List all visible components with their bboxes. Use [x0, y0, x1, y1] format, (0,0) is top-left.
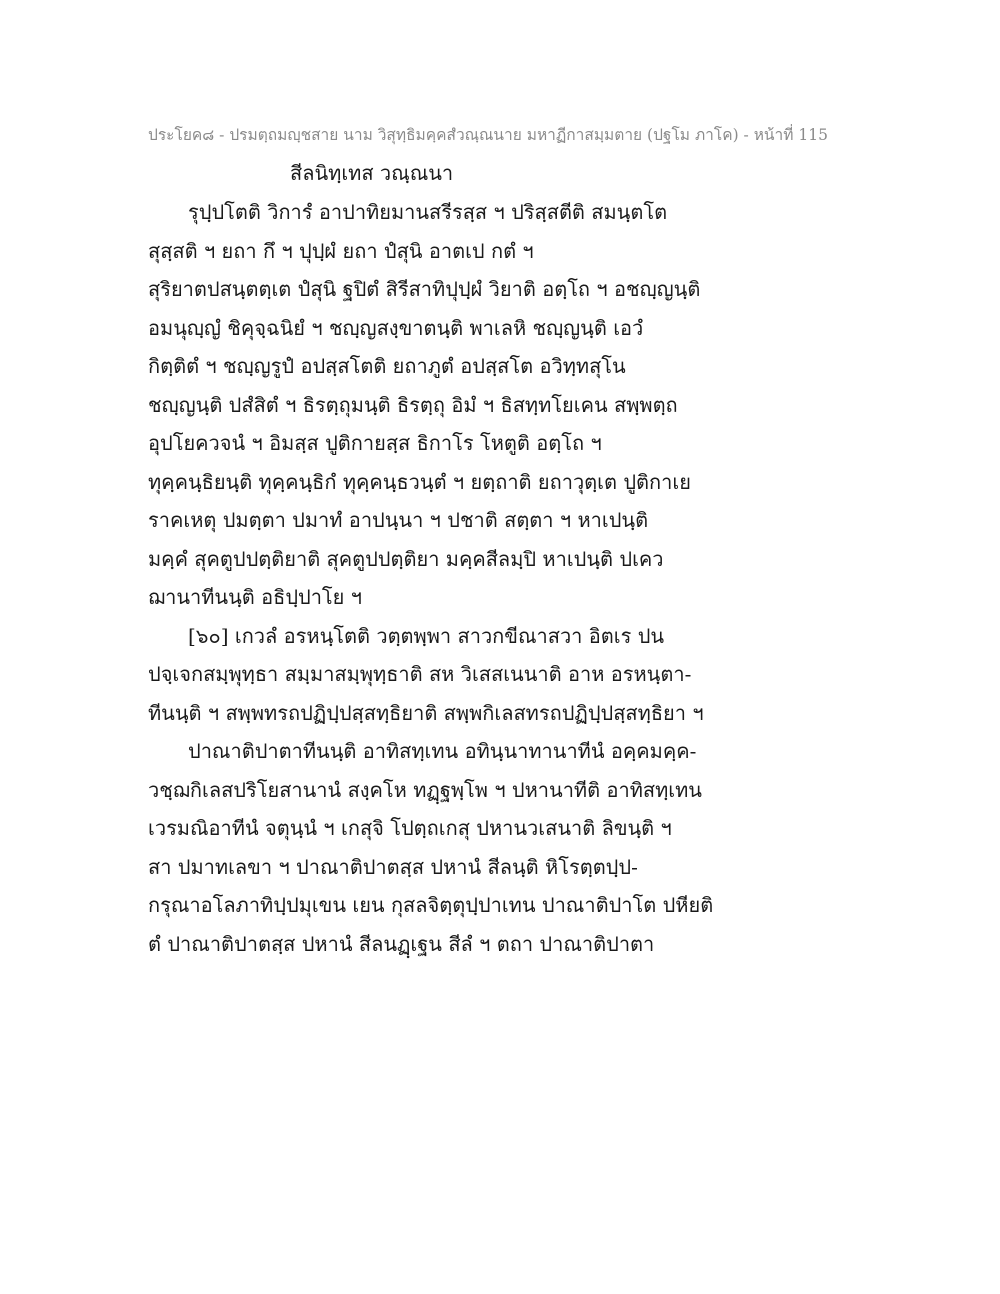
paragraph-line: ฌานาทีนนฺติ อธิปฺปาโย ฯ [148, 585, 362, 609]
paragraph-line: กิตฺติตํ ฯ ชญฺญรูปํ อปสฺสโตติ ยถาภูตํ อปสฺสโต อวิทฺทสุโน [148, 354, 626, 378]
paragraph-line: ปจฺเจกสมฺพุทฺธา สมฺมาสมฺพุทฺธาติ สห วิเสสเนนาติ อาห อรหนฺตา- [148, 662, 692, 686]
paragraph-line: อมนุญฺญํ ชิคุจฺฉนิยํ ฯ ชญฺญสงฺขาตนฺติ พาเลหิ ชญฺญนฺติ เอวํ [148, 315, 644, 340]
paragraph-line: รุปฺปโตติ วิการํ อาปาทิยมานสรีรสฺส ฯ ปริสฺสตีติ สมนฺตโต [188, 200, 668, 224]
paragraph-line: มคฺคํ สุคตูปปตฺติยาติ สุคตูปปตฺติยา มคฺคสีลมฺปิ หาเปนฺติ ปเคว [148, 546, 664, 571]
paragraph-line: กรุณาอโลภาทิปฺปมุเขน เยน กุสลจิตฺตุปฺปาเทน ปาณาติปาโต ปหียติ [148, 893, 714, 917]
paragraph-line: สุริยาตปสนฺตตฺเต ปํสุนิ ฐปิตํ สิรีสาทิปุปฺผํ วิยาติ อตฺโถ ฯ อชญฺญนฺติ [148, 277, 701, 301]
paragraph-line: สา ปมาทเลขา ฯ ปาณาติปาตสฺส ปหานํ สีลนฺติ หิโรตฺตปฺป- [148, 854, 638, 879]
body-text [148, 193, 714, 963]
paragraph-line: ตํ ปาณาติปาตสฺส ปหานํ สีลนฏฺเฐน สีลํ ฯ ตถา ปาณาติปาตา [148, 931, 655, 956]
paragraph-line: ปาณาติปาตาทีนนฺติ อาทิสทฺเทน อทินฺนาทานาทีนํ อคฺคมคฺค- [188, 739, 697, 763]
paragraph-line: เวรมณิอาทีนํ จตุนฺนํ ฯ เกสุจิ โปตฺถเกสุ ปหานวเสนาติ ลิขนฺติ ฯ [148, 816, 672, 840]
section-title: สีลนิทฺเทส วณฺณนา [290, 161, 454, 185]
paragraph-line: ราคเหตุ ปมตฺตา ปมาทํ อาปนฺนา ฯ ปชาติ สตฺตา ฯ หาเปนฺติ [148, 508, 649, 532]
paragraph-line: อุปโยควจนํ ฯ อิมสฺส ปูติกายสฺส ธิกาโร โหตูติ อตฺโถ ฯ [148, 431, 602, 455]
paragraph-line: [๖๐] เกวลํ อรหนฺโตติ วตฺตพฺพา สาวกขีณาสวา อิตเร ปน [188, 623, 665, 648]
paragraph-line: ทีนนฺติ ฯ สพฺพทรถปฏิปฺปสฺสทฺธิยาติ สพฺพกิเลสทรถปฏิปฺปสฺสทฺธิยา ฯ [148, 700, 704, 725]
paragraph-line: สุสฺสติ ฯ ยถา กึ ฯ ปุปฺผํ ยถา ปํสุนิ อาตเป กตํ ฯ [148, 238, 534, 263]
paragraph-line: วชฺฌกิเลสปริโยสานานํ สงฺคโห ทฏฺฐพฺโพ ฯ ปหานาทีติ อาทิสทฺเทน [148, 777, 702, 802]
paragraph-line: ชญฺญนฺติ ปสํสิตํ ฯ ธิรตฺถุมนฺติ ธิรตฺถุ อิมํ ฯ ธิสทฺทโยเคน สพฺพตฺถ [148, 392, 678, 417]
paragraph-line: ทุคฺคนฺธิยนฺติ ทุคฺคนฺธิกํ ทุคฺคนฺธวนฺตํ ฯ ยตฺถาติ ยถาวุตฺเต ปูติกาเย [148, 469, 691, 494]
running-header: ประโยค๘ - ปรมตฺถมญฺชสาย นาม วิสุทฺธิมคฺคสํวณฺณนาย มหาฏีกาสมฺมตาย (ปฐโม ภาโค) - หน้าที่ 115 [148, 126, 828, 144]
